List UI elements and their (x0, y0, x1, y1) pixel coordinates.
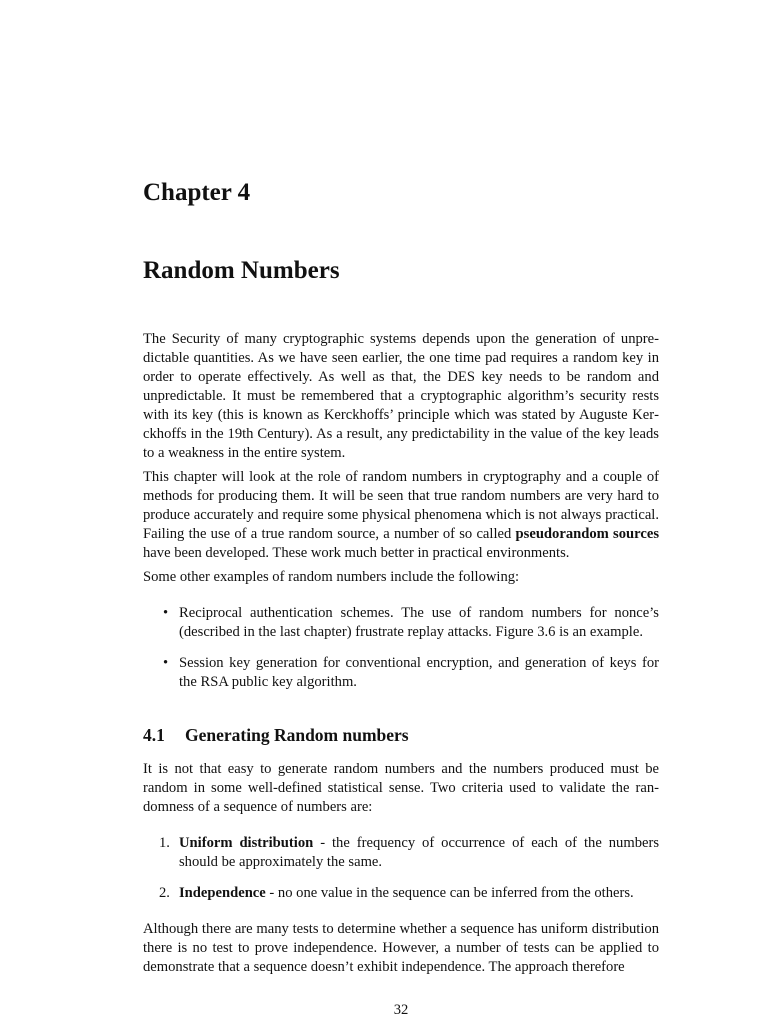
section-title: Generating Random numbers (185, 725, 409, 745)
criterion-description: - no one value in the sequence can be inferred from the others. (265, 885, 634, 901)
page-number: 32 (393, 1002, 409, 1018)
list-item-text: Session key generation for conventional encryption, and generation of keys for the RSA public key algorithm. (179, 655, 659, 690)
document-page (143, 0, 659, 1024)
chapter-title: Random Numbers (143, 257, 340, 284)
list-item (143, 834, 659, 872)
section-intro-paragraph: It is not that easy to generate random numbers and the numbers produced must be random in some well-defined statistical sense. Two criteria used to validate the randomness of a sequence of numbers are: (143, 761, 659, 815)
list-number: 2. (159, 885, 170, 901)
chapter-overview-paragraph (143, 468, 659, 563)
list-number: 1. (159, 835, 170, 851)
intro-paragraph: The Security of many cryptographic systems depends upon the generation of unpredictable quantities. As we have seen earlier, the one time pad requires a random key in order to operate effectively. As well as that, the DES key needs to be random and unpredictable. It must be remembered that a cryptographic algorithm’s security rests with its key (this is known as Kerckhoffs’ principle which was stated by Auguste Kerckhoffs in the 19th Century). As a result, any predictability in the value of the key leads to a weakness in the entire system. (143, 331, 659, 461)
section-heading (143, 724, 409, 746)
examples-intro-paragraph: Some other examples of random numbers include the following: (143, 569, 520, 585)
criterion-term: Uniform distribution (179, 835, 314, 851)
examples-bullet-list (143, 604, 659, 692)
bullet-mark: • (163, 605, 169, 621)
chapter-label: Chapter 4 (143, 179, 251, 206)
tests-paragraph: Although there are many tests to determine whether a sequence has uniform distribution there is no test to prove independence. However, a number of tests can be applied to demonstrate that a sequence doesn’t exhibit independence. The approach therefore (143, 921, 659, 975)
overview-text-end: have been developed. These work much better in practical environments. (143, 545, 570, 561)
list-item (143, 654, 659, 692)
bullet-mark: • (163, 655, 169, 671)
section-number: 4.1 (143, 725, 165, 745)
criteria-numbered-list (143, 834, 659, 903)
list-item (143, 604, 659, 642)
criterion-term: Independence (179, 885, 266, 901)
criterion-description: - the frequency of occurrence of each of the numbers should be approximately the same. (179, 835, 660, 870)
list-item-text: Reciprocal authentication schemes. The use of random numbers for nonce’s (described in the last chapter) frustrate replay attacks. Figure 3.6 is an example. (179, 605, 659, 640)
list-item (143, 884, 659, 903)
pseudorandom-sources-term: pseudorandom sources (515, 526, 659, 542)
overview-text-start: This chapter will look at the role of random numbers in cryptography and a couple of methods for producing them. It will be seen that true random numbers are very hard to produce accurately and require some physical phenomena which is not always practical. Failing the use of a true random source, a number of so called (143, 469, 659, 542)
